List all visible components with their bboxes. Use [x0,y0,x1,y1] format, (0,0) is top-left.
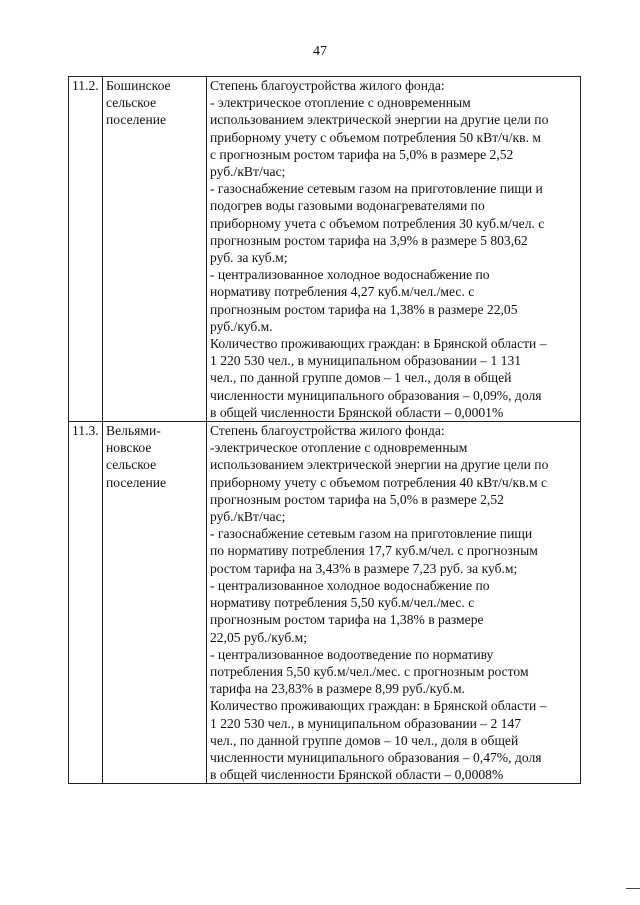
description-line: Степень благоустройства жилого фонда: [210,78,445,93]
settlement-name-line: поселение [106,112,167,128]
scan-edge-mark [626,888,640,889]
description-line: руб./кВт/час; [210,509,286,525]
description-text [210,422,578,783]
tariff-table [68,76,581,784]
description-line: приборному учета с объемом потребления 30 куб.м/чел. с [210,215,545,231]
description-line: численности муниципального образования – 0,09%, доля [210,387,542,403]
settlement-name [106,77,204,129]
row-number: 11.2. [72,78,99,93]
description-line: чел., по данной группе домов – 1 чел., доля в общей [210,370,512,386]
description-line: численности муниципального образования – 0,47%, доля [210,749,542,765]
description-cell [207,422,581,784]
description-line: прогнозным ростом тарифа на 3,9% в размере 5 803,62 [210,232,528,248]
settlement-name-line: сельское [106,457,157,473]
page-number: 47 [313,44,327,59]
table-row [69,77,581,422]
description-line: чел., по данной группе домов – 10 чел., доля в общей [210,732,519,748]
description-line: прогнозным ростом тарифа на 1,38% в размере 22,05 [210,301,518,317]
description-line: 1 220 530 чел., в муниципальном образовании – 1 131 [210,353,522,369]
settlement-name-line: сельское [106,95,157,111]
description-line: в общей численности Брянской области – 0,0008% [210,767,504,783]
description-line: -электрическое отопление с одновременным [210,440,468,456]
row-number-cell [69,422,103,784]
description-line: с прогнозным ростом тарифа на 5,0% в размере 2,52 [210,146,514,162]
description-line: - централизованное холодное водоснабжение по [210,267,490,283]
description-line: ростом тарифа на 3,43% в размере 7,23 руб. за куб.м; [210,560,518,576]
description-line: использованием электрической энергии на другие цели по [210,457,549,473]
settlement-name-cell [103,77,207,422]
description-line: - централизованное холодное водоснабжение по [210,577,490,593]
settlement-name-line: Вельями- [106,423,161,439]
description-line: подогрев воды газовыми водонагревателями по [210,198,485,214]
settlement-name-line: Бошинское [106,78,171,93]
description-line: - электрическое отопление с одновременным [210,95,471,111]
description-line: по нормативу потребления 17,7 куб.м/чел. с прогнозным [210,543,538,559]
description-line: прогнозным ростом тарифа на 1,38% в размере [210,612,484,628]
settlement-name-line: поселение [106,474,167,490]
description-line: прогнозным ростом тарифа на 5,0% в размере 2,52 [210,491,504,507]
description-line: нормативу потребления 4,27 куб.м/чел./мес. с [210,284,475,300]
row-number: 11.3. [72,423,99,439]
description-line: 1 220 530 чел., в муниципальном образовании – 2 147 [210,715,522,731]
description-line: приборному учету с объемом потребления 50 кВт/ч/кв. м [210,129,541,145]
row-number-cell [69,77,103,422]
description-line: - газоснабжение сетевым газом на приготовление пищи и [210,181,543,197]
description-line: - газоснабжение сетевым газом на приготовление пищи [210,526,533,542]
description-line: нормативу потребления 5,50 куб.м/чел./мес. с [210,595,475,611]
description-text [210,77,578,421]
description-line: потребления 5,50 куб.м/чел./мес. с прогнозным ростом [210,663,529,679]
settlement-name [106,422,204,491]
description-line: в общей численности Брянской области – 0,0001% [210,404,504,420]
description-line: тарифа на 23,83% в размере 8,99 руб./куб.м. [210,681,466,697]
description-line: приборному учету с объемом потребления 40 кВт/ч/кв.м с [210,474,547,490]
description-line: руб./куб.м. [210,318,273,334]
description-line: - централизованное водоотведение по нормативу [210,646,494,662]
settlement-name-cell [103,422,207,784]
table-row [69,422,581,784]
description-line: руб./кВт/час; [210,164,286,180]
description-line: Степень благоустройства жилого фонда: [210,423,445,439]
settlement-name-line: новское [106,440,152,456]
description-line: Количество проживающих граждан: в Брянской области – [210,336,547,352]
description-line: Количество проживающих граждан: в Брянской области – [210,698,547,714]
description-line: 22,05 руб./куб.м; [210,629,308,645]
description-line: руб. за куб.м; [210,250,288,266]
description-cell [207,77,581,422]
description-line: использованием электрической энергии на другие цели по [210,112,549,128]
